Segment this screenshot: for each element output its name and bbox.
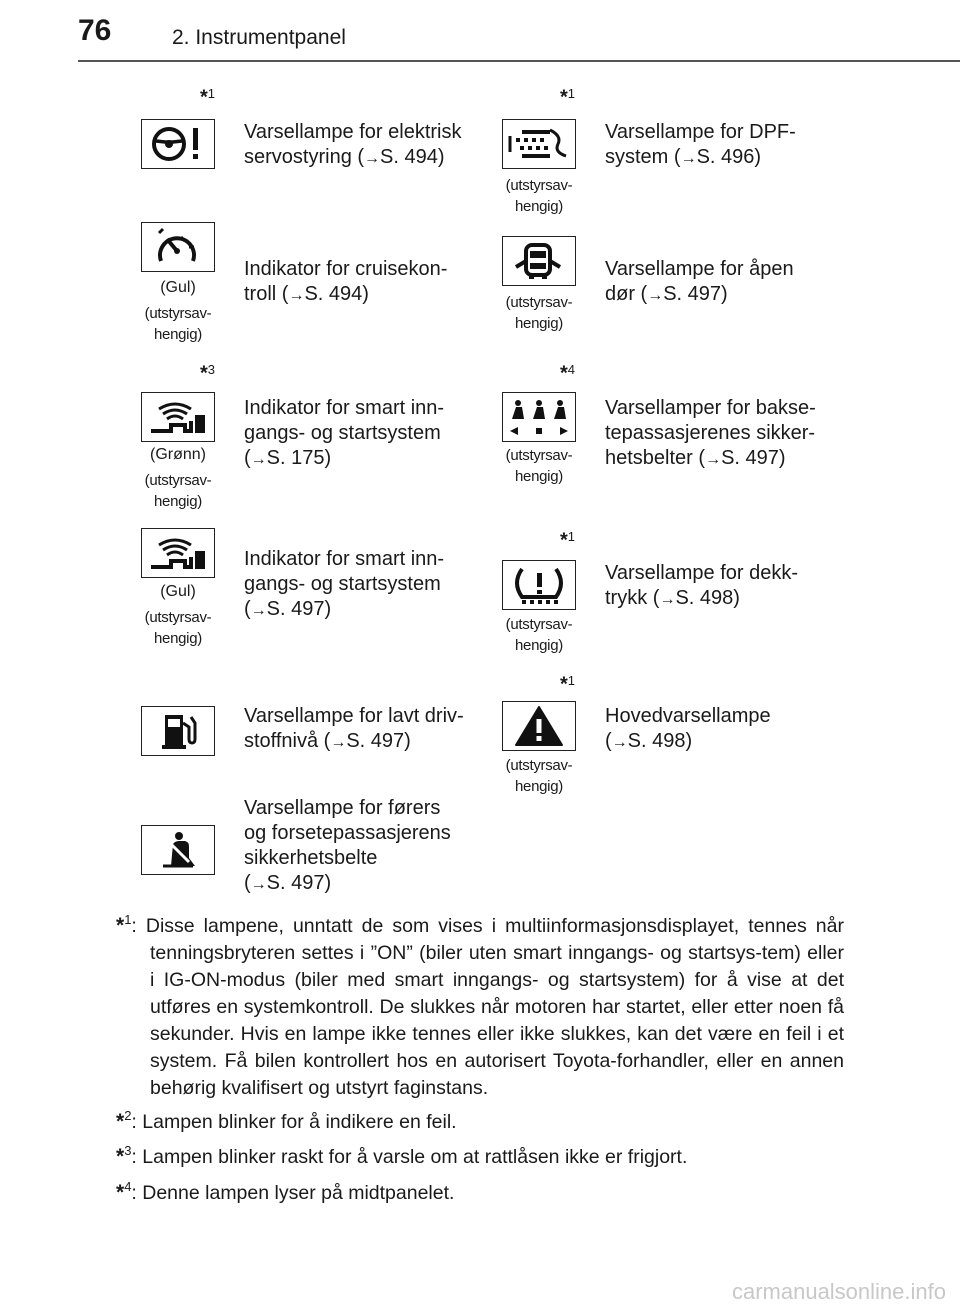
tire-pressure-icon [502,560,576,610]
header-rule [78,60,960,62]
open-door-icon [502,236,576,286]
section-title: 2. Instrumentpanel [172,26,346,49]
smart-key-icon [141,392,215,442]
smart-entry-yellow-description: Indikator for smart inn- gangs- og startsystem (→S. 497) [244,548,445,620]
availability-note: (utstyrsav- hengig) [505,616,573,654]
footnote-4: *$^4$: Denne lampen lyser på midtpanelet. [116,1179,455,1204]
open-door-description: Varsellampe for åpen dør (→S. 497) [605,258,794,305]
cruise-control-icon [141,222,215,272]
page-number: 76 [78,14,112,47]
availability-note: (utstyrsav- hengig) [505,294,573,332]
footnote-marker: *$^4$ [560,362,576,385]
availability-note: (utstyrsav- hengig) [505,447,573,485]
availability-note: (utstyrsav- hengig) [144,609,212,647]
master-warning-description: Hovedvarsellampe (→S. 498) [605,705,771,752]
power-steering-warning-icon [141,119,215,169]
footnote-1: *$^1$: Disse lampene, unntatt de som vises i multiinformasjonsdisplayet, tennes når tenningsbryteren settes i ”ON” (biler uten smart inngangs- og startsys-tem) eller i IG-ON-modus (biler med smart inngangs- og startsystem) for å vise at det utføres en systemkontroll. De slukkes når motoren har startet, eller etter noen få sekunder. Hvis en lampe ikke tennes eller ikke slukkes, kan det være en feil i et system. Få bilen kontrollert hos en autorisert Toyota-forhandler, eller en annen behørig kvalifisert og utstyrt faginstans. [116,912,844,1099]
low-fuel-description: Varsellampe for lavt driv- stoffnivå (→S. 497) [244,705,464,752]
availability-note: (utstyrsav- hengig) [144,305,212,343]
power-steering-description: Varsellampe for elektrisk servostyring (→S. 494) [244,121,462,168]
smart-entry-green-description: Indikator for smart inn- gangs- og startsystem (→S. 175) [244,397,445,469]
color-note: (Grønn) [150,446,206,463]
availability-note: (utstyrsav- hengig) [505,757,573,795]
color-note: (Gul) [160,279,196,296]
color-note: (Gul) [160,583,196,600]
master-warning-icon [502,701,576,751]
smart-key-icon [141,528,215,578]
watermark: carmanualsonline.info [731,1279,946,1304]
rear-seatbelt-description: Varsellamper for bakse- tepassasjerenes sikker- hetsbelter (→S. 497) [605,397,816,469]
cruise-control-description: Indikator for cruisekon- troll (→S. 494) [244,258,448,305]
footnote-marker: *$^1$ [560,673,576,696]
driver-seatbelt-description: Varsellampe for førers og forsetepassasjerens sikkerhetsbelte (→S. 497) [244,797,451,894]
seatbelt-icon [141,825,215,875]
footnote-3: *$^3$: Lampen blinker raskt for å varsle om at rattlåsen ikke er frigjort. [116,1143,688,1168]
availability-note: (utstyrsav- hengig) [505,177,573,215]
fuel-pump-icon [141,706,215,756]
footnote-marker: *$^1$ [560,529,576,552]
dpf-warning-icon [502,119,576,169]
dpf-description: Varsellampe for DPF- system (→S. 496) [605,121,796,168]
rear-seatbelt-icon [502,392,576,442]
footnote-2: *$^2$: Lampen blinker for å indikere en feil. [116,1108,457,1133]
footnote-marker: *$^1$ [200,86,216,109]
footnote-marker: *$^1$ [560,86,576,109]
availability-note: (utstyrsav- hengig) [144,472,212,510]
footnote-marker: *$^3$ [200,362,216,385]
tire-pressure-description: Varsellampe for dekk- trykk (→S. 498) [605,562,799,609]
